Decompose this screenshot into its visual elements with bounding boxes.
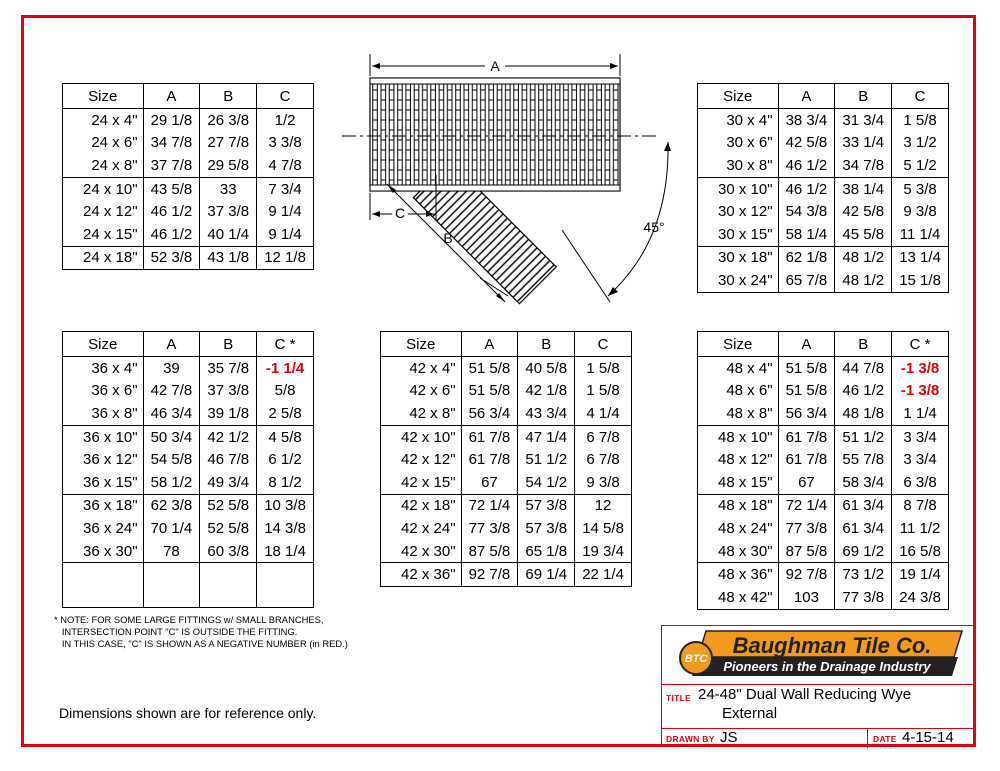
header-row bbox=[698, 84, 949, 109]
dimension-cell: 18 1/4 bbox=[257, 540, 314, 563]
dimension-cell: 14 5/8 bbox=[575, 517, 632, 540]
table-row bbox=[63, 425, 314, 448]
table-row bbox=[381, 448, 632, 471]
table-24-inch bbox=[62, 83, 314, 270]
dimension-cell: 6 7/8 bbox=[575, 425, 632, 448]
size-cell: 24 x 4" bbox=[63, 109, 144, 132]
dimension-cell: 55 7/8 bbox=[835, 448, 892, 471]
dimension-cell: 1 5/8 bbox=[575, 380, 632, 403]
column-header: Size bbox=[698, 332, 779, 357]
table-row bbox=[381, 402, 632, 425]
size-cell: 48 x 15" bbox=[698, 471, 779, 494]
dimension-cell: 37 3/8 bbox=[200, 200, 257, 223]
table-row bbox=[698, 517, 949, 540]
dimension-cell: 10 3/8 bbox=[257, 494, 314, 517]
dimension-cell: 51 5/8 bbox=[778, 380, 835, 403]
dimension-cell: 42 1/8 bbox=[518, 380, 575, 403]
size-cell: 48 x 10" bbox=[698, 425, 779, 448]
table-row bbox=[381, 357, 632, 380]
column-header: B bbox=[518, 332, 575, 357]
reference-disclaimer: Dimensions shown are for reference only. bbox=[59, 705, 317, 721]
dimension-cell: 49 3/4 bbox=[200, 471, 257, 494]
dimension-cell: 9 1/4 bbox=[257, 200, 314, 223]
dimension-cell: 33 1/4 bbox=[835, 132, 892, 155]
size-cell: 42 x 12" bbox=[381, 448, 462, 471]
size-cell: 24 x 12" bbox=[63, 200, 144, 223]
company-tagline: Pioneers in the Drainage Industry bbox=[723, 659, 931, 674]
dimension-cell: 65 7/8 bbox=[778, 269, 835, 292]
dimension-cell: -1 3/8 bbox=[892, 357, 949, 380]
label-c: C bbox=[394, 205, 406, 221]
dimension-cell: 61 7/8 bbox=[461, 425, 518, 448]
dimension-cell: 46 1/2 bbox=[143, 223, 200, 246]
dimension-cell: 61 3/4 bbox=[835, 517, 892, 540]
dimension-cell: 42 7/8 bbox=[143, 380, 200, 403]
table-row bbox=[63, 177, 314, 200]
date-label: DATE bbox=[873, 734, 897, 744]
label-a: A bbox=[490, 58, 500, 74]
size-cell: 42 x 8" bbox=[381, 402, 462, 425]
size-cell: 30 x 4" bbox=[698, 109, 779, 132]
header-row bbox=[63, 332, 314, 357]
size-cell: 48 x 12" bbox=[698, 448, 779, 471]
size-cell: 30 x 8" bbox=[698, 154, 779, 177]
column-header: Size bbox=[381, 332, 462, 357]
size-cell: 48 x 18" bbox=[698, 494, 779, 517]
dimension-cell: 5/8 bbox=[257, 380, 314, 403]
dimension-cell: 73 1/2 bbox=[835, 563, 892, 586]
table-row bbox=[698, 448, 949, 471]
column-header: C bbox=[892, 84, 949, 109]
table-row bbox=[698, 109, 949, 132]
column-header: B bbox=[835, 332, 892, 357]
dimension-cell: 54 5/8 bbox=[143, 448, 200, 471]
size-cell: 48 x 36" bbox=[698, 563, 779, 586]
column-header: Size bbox=[698, 84, 779, 109]
size-cell: 24 x 15" bbox=[63, 223, 144, 246]
reducing-wye-diagram bbox=[330, 50, 690, 310]
dimension-cell: 72 1/4 bbox=[778, 494, 835, 517]
size-cell: 36 x 18" bbox=[63, 494, 144, 517]
table-row bbox=[698, 200, 949, 223]
dimension-cell: 27 7/8 bbox=[200, 132, 257, 155]
dimension-cell: 19 1/4 bbox=[892, 563, 949, 586]
dimension-cell: 46 1/2 bbox=[835, 380, 892, 403]
table-row bbox=[381, 380, 632, 403]
dimension-cell: 6 3/8 bbox=[892, 471, 949, 494]
size-cell: 42 x 30" bbox=[381, 540, 462, 563]
dimension-cell: 24 3/8 bbox=[892, 586, 949, 609]
column-header: C * bbox=[257, 332, 314, 357]
empty-cell bbox=[143, 563, 200, 608]
dimension-cell: 4 5/8 bbox=[257, 425, 314, 448]
angle-label: 45° bbox=[643, 219, 665, 235]
drawing-title-line1: 24-48" Dual Wall Reducing Wye bbox=[698, 686, 912, 703]
dimension-cell: 7 3/4 bbox=[257, 177, 314, 200]
table-row bbox=[63, 402, 314, 425]
table-row bbox=[698, 269, 949, 292]
dimension-cell: 39 1/8 bbox=[200, 402, 257, 425]
size-cell: 24 x 18" bbox=[63, 246, 144, 270]
dimension-cell: 6 1/2 bbox=[257, 448, 314, 471]
table-row bbox=[63, 540, 314, 563]
title-block bbox=[661, 625, 976, 747]
column-header: B bbox=[200, 84, 257, 109]
dimension-cell: 34 7/8 bbox=[835, 154, 892, 177]
dimension-cell: 1 5/8 bbox=[892, 109, 949, 132]
size-cell: 30 x 15" bbox=[698, 223, 779, 246]
table-row bbox=[381, 494, 632, 517]
dimension-cell: 46 3/4 bbox=[143, 402, 200, 425]
dimension-cell: 15 1/8 bbox=[892, 269, 949, 292]
title-label: TITLE bbox=[666, 693, 692, 703]
dimension-cell: 8 1/2 bbox=[257, 471, 314, 494]
dimension-cell: 69 1/4 bbox=[518, 563, 575, 587]
size-cell: 30 x 18" bbox=[698, 246, 779, 269]
dimension-cell: 12 bbox=[575, 494, 632, 517]
size-cell: 42 x 24" bbox=[381, 517, 462, 540]
dimension-cell: 51 5/8 bbox=[461, 357, 518, 380]
dimension-cell: 57 3/8 bbox=[518, 494, 575, 517]
dimension-cell: 58 1/4 bbox=[778, 223, 835, 246]
main-pipe bbox=[370, 78, 620, 191]
size-cell: 48 x 30" bbox=[698, 540, 779, 563]
size-cell: 24 x 10" bbox=[63, 177, 144, 200]
size-cell: 36 x 12" bbox=[63, 448, 144, 471]
drawn-by-date-row bbox=[662, 728, 976, 748]
dimension-cell: 44 7/8 bbox=[835, 357, 892, 380]
dimension-cell: 38 3/4 bbox=[778, 109, 835, 132]
dimension-cell: 43 5/8 bbox=[143, 177, 200, 200]
dimension-cell: 6 7/8 bbox=[575, 448, 632, 471]
dimension-cell: 42 5/8 bbox=[778, 132, 835, 155]
dimension-cell: 51 1/2 bbox=[518, 448, 575, 471]
size-cell: 30 x 6" bbox=[698, 132, 779, 155]
dimension-cell: 43 1/8 bbox=[200, 246, 257, 270]
size-cell: 24 x 8" bbox=[63, 154, 144, 177]
drawn-by-value: JS bbox=[720, 729, 738, 746]
table-row bbox=[698, 177, 949, 200]
dimension-cell: 52 5/8 bbox=[200, 494, 257, 517]
dimension-cell: 77 3/8 bbox=[461, 517, 518, 540]
dimension-cell: 40 5/8 bbox=[518, 357, 575, 380]
size-cell: 42 x 15" bbox=[381, 471, 462, 494]
dimension-cell: 42 5/8 bbox=[835, 200, 892, 223]
column-header: A bbox=[143, 84, 200, 109]
dimension-cell: 29 1/8 bbox=[143, 109, 200, 132]
header-row bbox=[698, 332, 949, 357]
column-header: B bbox=[835, 84, 892, 109]
dimension-cell: -1 1/4 bbox=[257, 357, 314, 380]
table-row bbox=[63, 448, 314, 471]
size-cell: 36 x 15" bbox=[63, 471, 144, 494]
dimension-cell: 50 3/4 bbox=[143, 425, 200, 448]
dimension-cell: 42 1/2 bbox=[200, 425, 257, 448]
size-cell: 36 x 8" bbox=[63, 402, 144, 425]
dimension-cell: 46 7/8 bbox=[200, 448, 257, 471]
dimension-cell: 11 1/4 bbox=[892, 223, 949, 246]
table-row bbox=[63, 132, 314, 155]
dimension-cell: 92 7/8 bbox=[461, 563, 518, 587]
table-row bbox=[63, 517, 314, 540]
dimension-cell: 61 7/8 bbox=[461, 448, 518, 471]
table-row bbox=[63, 494, 314, 517]
dimension-cell: 103 bbox=[778, 586, 835, 609]
table-row bbox=[698, 380, 949, 403]
company-name: Baughman Tile Co. bbox=[732, 633, 932, 658]
dimension-cell: 61 3/4 bbox=[835, 494, 892, 517]
table-row bbox=[63, 380, 314, 403]
dimension-cell: 5 1/2 bbox=[892, 154, 949, 177]
dimension-cell: 56 3/4 bbox=[778, 402, 835, 425]
empty-cell bbox=[200, 563, 257, 608]
dimension-cell: 69 1/2 bbox=[835, 540, 892, 563]
dimension-cell: 67 bbox=[461, 471, 518, 494]
size-cell: 42 x 6" bbox=[381, 380, 462, 403]
size-cell: 30 x 12" bbox=[698, 200, 779, 223]
dimension-cell: 1/2 bbox=[257, 109, 314, 132]
dimension-cell: 3 1/2 bbox=[892, 132, 949, 155]
dimension-cell: 51 1/2 bbox=[835, 425, 892, 448]
dimension-cell: 45 5/8 bbox=[835, 223, 892, 246]
dimension-cell: 9 3/8 bbox=[892, 200, 949, 223]
size-cell: 48 x 4" bbox=[698, 357, 779, 380]
size-cell: 36 x 6" bbox=[63, 380, 144, 403]
table-42-inch bbox=[380, 331, 632, 587]
dimension-cell: 43 3/4 bbox=[518, 402, 575, 425]
table-row bbox=[698, 154, 949, 177]
dimension-cell: 65 1/8 bbox=[518, 540, 575, 563]
dimension-cell: 87 5/8 bbox=[778, 540, 835, 563]
dimension-cell: 46 1/2 bbox=[778, 177, 835, 200]
dimension-cell: 61 7/8 bbox=[778, 448, 835, 471]
dimension-cell: 61 7/8 bbox=[778, 425, 835, 448]
dimension-cell: -1 3/8 bbox=[892, 380, 949, 403]
dimension-cell: 78 bbox=[143, 540, 200, 563]
size-cell: 48 x 24" bbox=[698, 517, 779, 540]
size-cell: 42 x 10" bbox=[381, 425, 462, 448]
size-cell: 42 x 36" bbox=[381, 563, 462, 587]
dimension-cell: 54 3/8 bbox=[778, 200, 835, 223]
size-cell: 30 x 24" bbox=[698, 269, 779, 292]
dimension-cell: 33 bbox=[200, 177, 257, 200]
table-row bbox=[63, 154, 314, 177]
dimension-cell: 77 3/8 bbox=[835, 586, 892, 609]
column-header: Size bbox=[63, 332, 144, 357]
table-36-inch bbox=[62, 331, 314, 608]
dimension-cell: 40 1/4 bbox=[200, 223, 257, 246]
dimension-cell: 87 5/8 bbox=[461, 540, 518, 563]
header-row bbox=[381, 332, 632, 357]
negative-c-note: * NOTE: FOR SOME LARGE FITTINGS w/ SMALL BRANCHES, INTERSECTION POINT "C" IS OUTSIDE THE FITTING. IN THIS CASE, "C" IS SHOWN AS A NEGATIVE NUMBER (in RED.) bbox=[54, 614, 348, 649]
column-header: B bbox=[200, 332, 257, 357]
table-row bbox=[698, 586, 949, 609]
column-header: Size bbox=[63, 84, 144, 109]
table-row bbox=[698, 402, 949, 425]
dimension-cell: 19 3/4 bbox=[575, 540, 632, 563]
table-row bbox=[698, 246, 949, 269]
column-header: C bbox=[257, 84, 314, 109]
size-cell: 48 x 42" bbox=[698, 586, 779, 609]
dimension-cell: 4 7/8 bbox=[257, 154, 314, 177]
dimension-cell: 48 1/2 bbox=[835, 269, 892, 292]
table-row bbox=[381, 517, 632, 540]
dimension-cell: 57 3/8 bbox=[518, 517, 575, 540]
table-row bbox=[698, 132, 949, 155]
size-cell: 36 x 30" bbox=[63, 540, 144, 563]
dimension-cell: 92 7/8 bbox=[778, 563, 835, 586]
dimension-cell: 3 3/4 bbox=[892, 448, 949, 471]
table-row bbox=[63, 357, 314, 380]
dimension-cell: 2 5/8 bbox=[257, 402, 314, 425]
column-header: A bbox=[778, 332, 835, 357]
table-row bbox=[698, 425, 949, 448]
dimension-cell: 51 5/8 bbox=[778, 357, 835, 380]
header-row bbox=[63, 84, 314, 109]
dimension-cell: 52 3/8 bbox=[143, 246, 200, 270]
dimension-cell: 62 3/8 bbox=[143, 494, 200, 517]
dimension-cell: 29 5/8 bbox=[200, 154, 257, 177]
table-row bbox=[63, 223, 314, 246]
table-30-inch bbox=[697, 83, 949, 293]
table-row bbox=[698, 471, 949, 494]
dimension-cell: 9 3/8 bbox=[575, 471, 632, 494]
table-row bbox=[698, 357, 949, 380]
table-row bbox=[381, 471, 632, 494]
dimension-cell: 31 3/4 bbox=[835, 109, 892, 132]
column-header: C bbox=[575, 332, 632, 357]
dimension-cell: 52 5/8 bbox=[200, 517, 257, 540]
table-48-inch bbox=[697, 331, 949, 610]
dimension-cell: 58 1/2 bbox=[143, 471, 200, 494]
dimension-cell: 11 1/2 bbox=[892, 517, 949, 540]
table-row bbox=[698, 494, 949, 517]
size-cell: 24 x 6" bbox=[63, 132, 144, 155]
dimension-cell: 5 3/8 bbox=[892, 177, 949, 200]
dimension-cell: 26 3/8 bbox=[200, 109, 257, 132]
dimension-cell: 46 1/2 bbox=[778, 154, 835, 177]
size-cell: 42 x 4" bbox=[381, 357, 462, 380]
dimension-cell: 22 1/4 bbox=[575, 563, 632, 587]
column-header: A bbox=[778, 84, 835, 109]
dimension-cell: 67 bbox=[778, 471, 835, 494]
dimension-cell: 14 3/8 bbox=[257, 517, 314, 540]
drawn-by-label: DRAWN BY bbox=[666, 734, 715, 744]
title-box bbox=[662, 684, 976, 729]
table-row bbox=[698, 563, 949, 586]
date-value: 4-15-14 bbox=[902, 729, 954, 746]
table-row bbox=[698, 540, 949, 563]
table-row bbox=[698, 223, 949, 246]
table-row bbox=[63, 109, 314, 132]
table-row bbox=[381, 540, 632, 563]
size-cell: 30 x 10" bbox=[698, 177, 779, 200]
dimension-cell: 1 1/4 bbox=[892, 402, 949, 425]
badge-text: BTC bbox=[684, 653, 708, 665]
dimension-cell: 13 1/4 bbox=[892, 246, 949, 269]
table-row bbox=[381, 425, 632, 448]
size-cell: 36 x 4" bbox=[63, 357, 144, 380]
table-row bbox=[63, 200, 314, 223]
dimension-cell: 62 1/8 bbox=[778, 246, 835, 269]
dimension-cell: 56 3/4 bbox=[461, 402, 518, 425]
dimension-cell: 3 3/8 bbox=[257, 132, 314, 155]
dimension-cell: 51 5/8 bbox=[461, 380, 518, 403]
label-b: B bbox=[443, 230, 453, 246]
table-row bbox=[63, 471, 314, 494]
dimension-cell: 47 1/4 bbox=[518, 425, 575, 448]
dimension-cell: 39 bbox=[143, 357, 200, 380]
table-row bbox=[381, 563, 632, 587]
dimension-cell: 35 7/8 bbox=[200, 357, 257, 380]
dimension-cell: 48 1/2 bbox=[835, 246, 892, 269]
dimension-cell: 16 5/8 bbox=[892, 540, 949, 563]
dimension-cell: 34 7/8 bbox=[143, 132, 200, 155]
dimension-cell: 38 1/4 bbox=[835, 177, 892, 200]
size-cell: 36 x 10" bbox=[63, 425, 144, 448]
dimension-cell: 37 7/8 bbox=[143, 154, 200, 177]
dimension-cell: 9 1/4 bbox=[257, 223, 314, 246]
dimension-cell: 8 7/8 bbox=[892, 494, 949, 517]
company-logo bbox=[662, 626, 976, 685]
size-cell: 48 x 6" bbox=[698, 380, 779, 403]
table-row bbox=[63, 246, 314, 270]
dimension-cell: 77 3/8 bbox=[778, 517, 835, 540]
empty-cell bbox=[257, 563, 314, 608]
dimension-cell: 48 1/8 bbox=[835, 402, 892, 425]
dimension-cell: 60 3/8 bbox=[200, 540, 257, 563]
dimension-cell: 46 1/2 bbox=[143, 200, 200, 223]
size-cell: 42 x 18" bbox=[381, 494, 462, 517]
column-header: A bbox=[461, 332, 518, 357]
blank-row bbox=[63, 563, 314, 608]
dimension-cell: 37 3/8 bbox=[200, 380, 257, 403]
column-header: A bbox=[143, 332, 200, 357]
size-cell: 48 x 8" bbox=[698, 402, 779, 425]
dimension-cell: 4 1/4 bbox=[575, 402, 632, 425]
title-block-divider bbox=[867, 728, 868, 748]
dimension-cell: 3 3/4 bbox=[892, 425, 949, 448]
dimension-cell: 54 1/2 bbox=[518, 471, 575, 494]
dimension-cell: 70 1/4 bbox=[143, 517, 200, 540]
dimension-cell: 1 5/8 bbox=[575, 357, 632, 380]
dimension-cell: 72 1/4 bbox=[461, 494, 518, 517]
empty-cell bbox=[63, 563, 144, 608]
column-header: C * bbox=[892, 332, 949, 357]
dimension-cell: 12 1/8 bbox=[257, 246, 314, 270]
drawing-title-line2: External bbox=[722, 705, 778, 722]
size-cell: 36 x 24" bbox=[63, 517, 144, 540]
dimension-cell: 58 3/4 bbox=[835, 471, 892, 494]
